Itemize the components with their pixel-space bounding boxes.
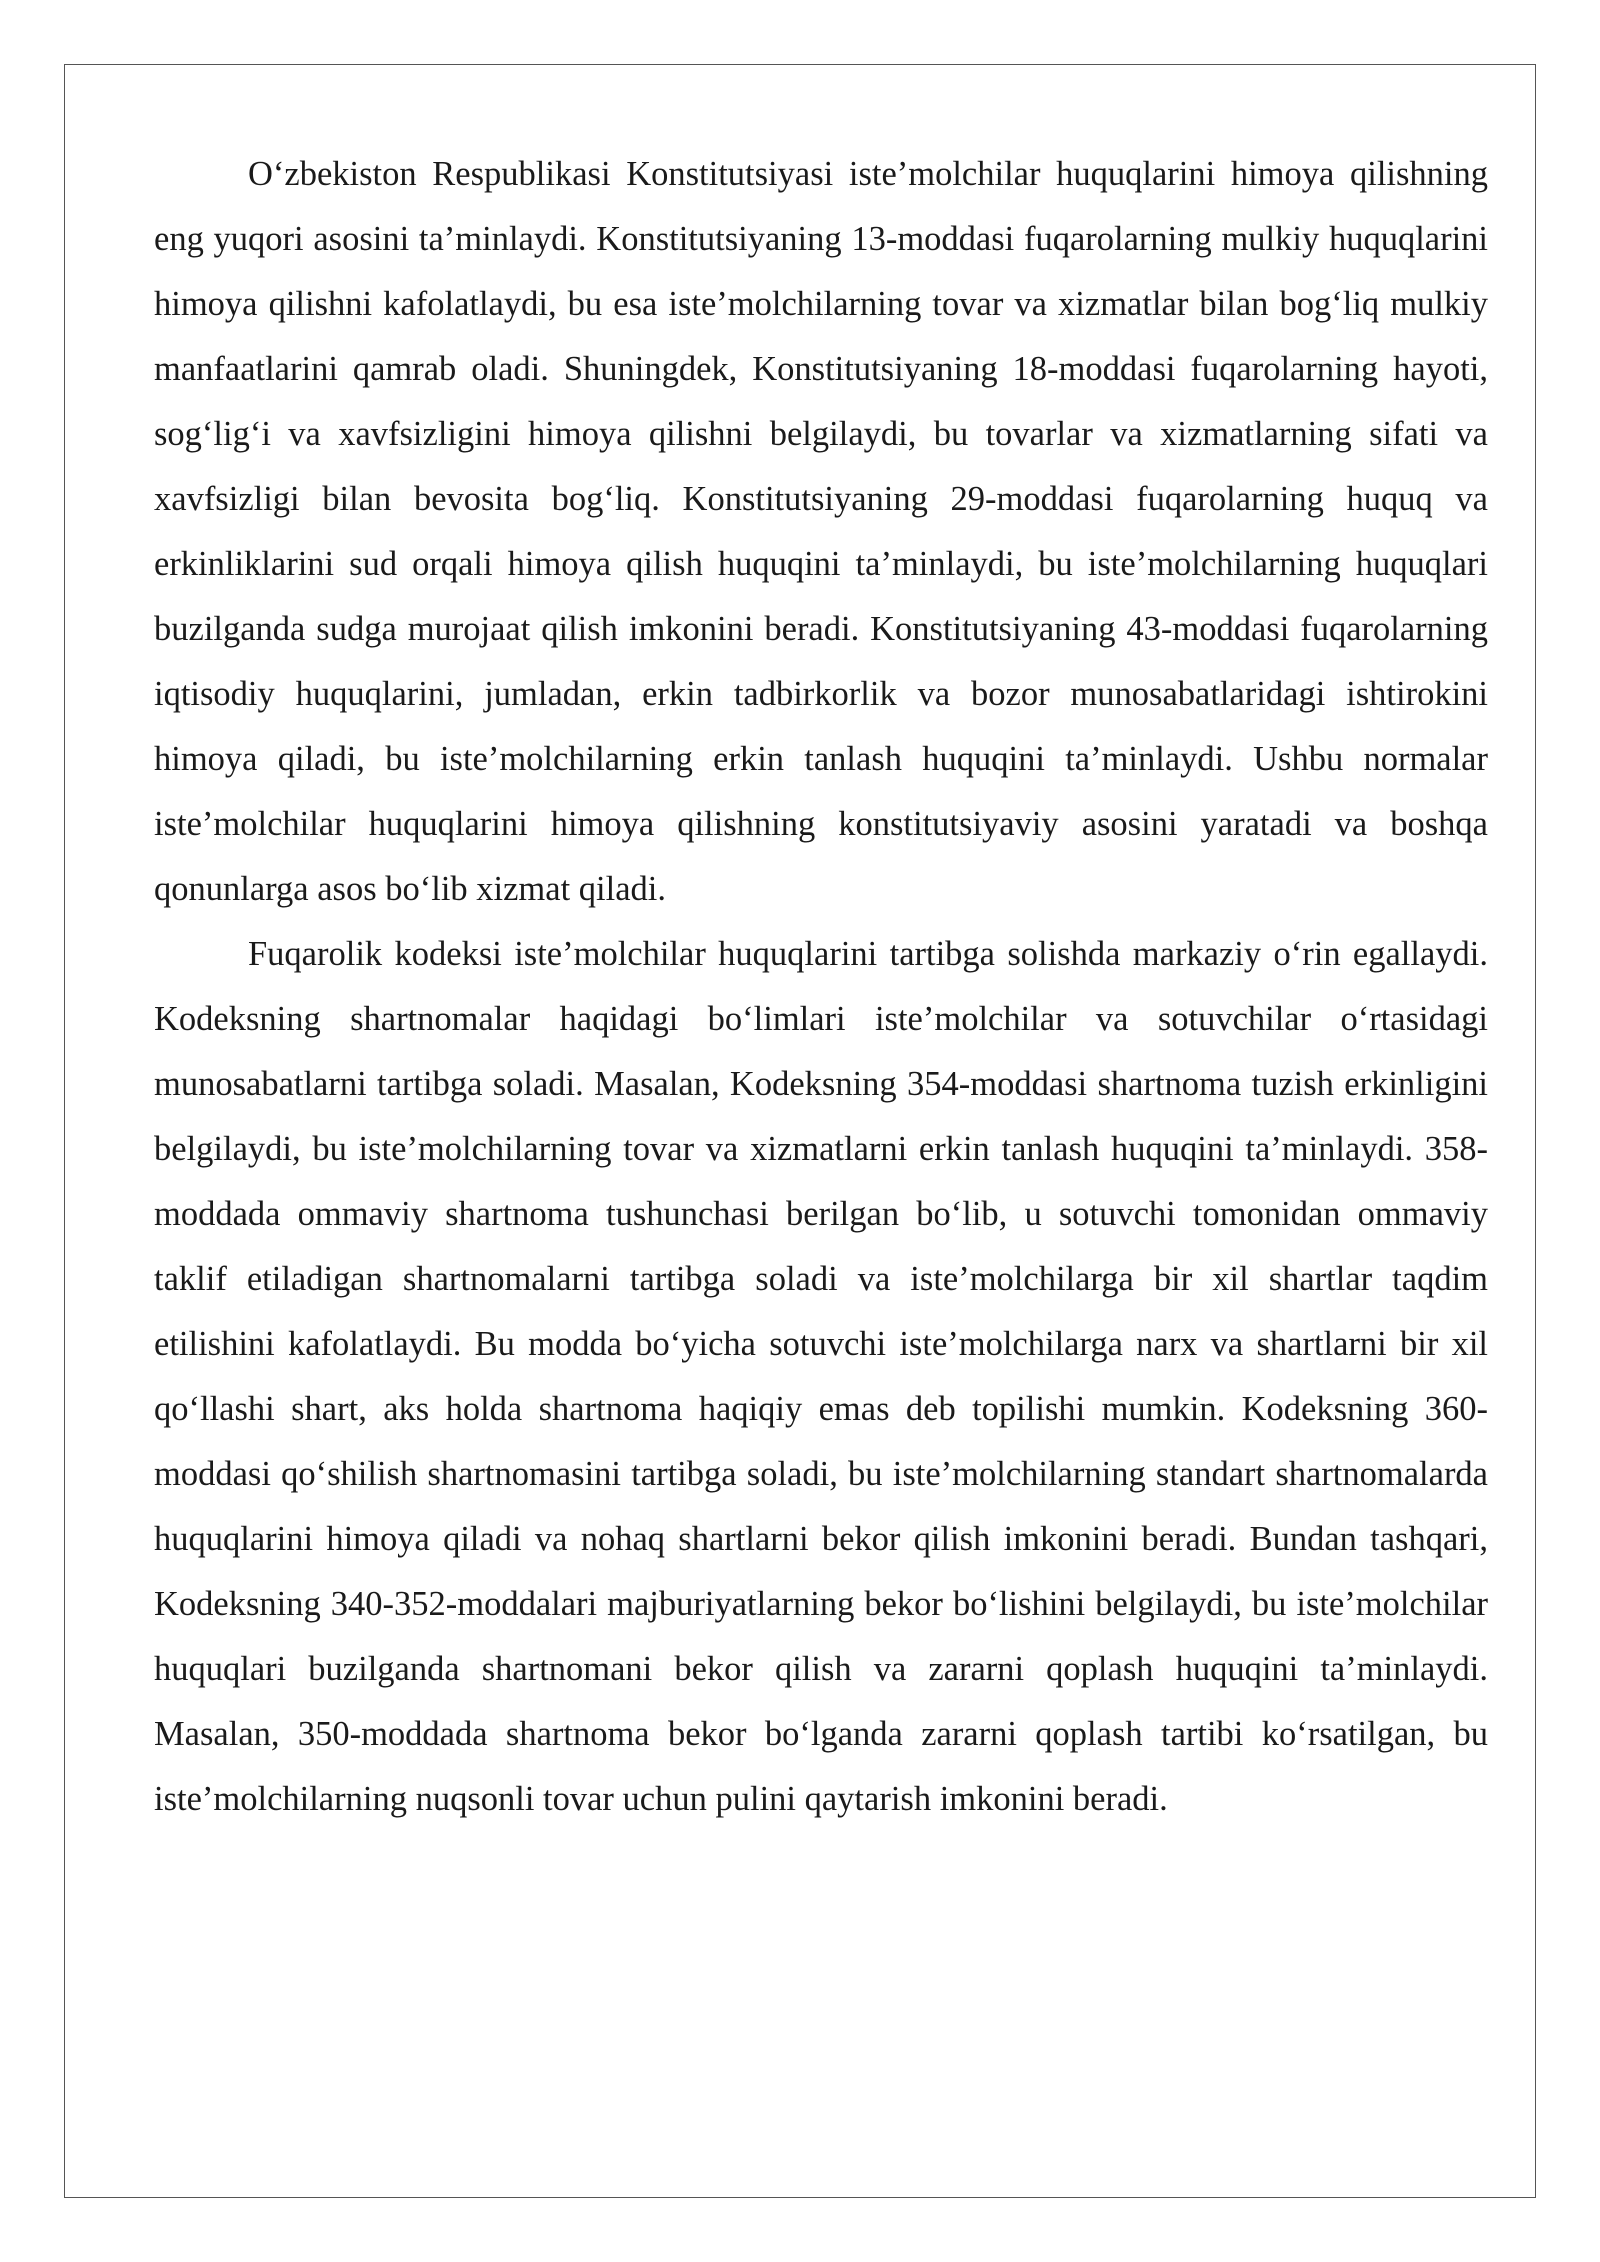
document-body <box>154 142 1488 1832</box>
paragraph-constitution: O‘zbekiston Respublikasi Konstitutsiyasi iste’molchilar huquqlarini himoya qilishning eng yuqori asosini ta’minlaydi. Konstitutsiyaning 13-moddasi fuqarolarning mulkiy huquqlarini himoya qilishni kafolatlaydi, bu esa iste’molchilarning tovar va xizmatlar bilan bog‘liq mulkiy manfaatlarini qamrab oladi. Shuningdek, Konstitutsiyaning 18-moddasi fuqarolarning hayoti, sog‘lig‘i va xavfsizligini himoya qilishni belgilaydi, bu tovarlar va xizmatlarning sifati va xavfsizligi bilan bevosita bog‘liq. Konstitutsiyaning 29-moddasi fuqarolarning huquq va erkinliklarini sud orqali himoya qilish huquqini ta’minlaydi, bu iste’molchilarning huquqlari buzilganda sudga murojaat qilish imkonini beradi. Konstitutsiyaning 43-moddasi fuqarolarning iqtisodiy huquqlarini, jumladan, erkin tadbirkorlik va bozor munosabatlaridagi ishtirokini himoya qiladi, bu iste’molchilarning erkin tanlash huquqini ta’minlaydi. Ushbu normalar iste’molchilar huquqlarini himoya qilishning konstitutsiyaviy asosini yaratadi va boshqa qonunlarga asos bo‘lib xizmat qiladi. <box>154 155 1488 908</box>
paragraph-civil-code: Fuqarolik kodeksi iste’molchilar huquqlarini tartibga solishda markaziy o‘rin egallaydi. Kodeksning shartnomalar haqidagi bo‘limlari iste’molchilar va sotuvchilar o‘rtasidagi munosabatlarni tartibga soladi. Masalan, Kodeksning 354-moddasi shartnoma tuzish erkinligini belgilaydi, bu iste’molchilarning tovar va xizmatlarni erkin tanlash huquqini ta’minlaydi. 358-moddada ommaviy shartnoma tushunchasi berilgan bo‘lib, u sotuvchi tomonidan ommaviy taklif etiladigan shartnomalarni tartibga soladi va iste’molchilarga bir xil shartlar taqdim etilishini kafolatlaydi. Bu modda bo‘yicha sotuvchi iste’molchilarga narx va shartlarni bir xil qo‘llashi shart, aks holda shartnoma haqiqiy emas deb topilishi mumkin. Kodeksning 360-moddasi qo‘shilish shartnomasini tartibga soladi, bu iste’molchilarning standart shartnomalarda huquqlarini himoya qiladi va nohaq shartlarni bekor qilish imkonini beradi. Bundan tashqari, Kodeksning 340-352-moddalari majburiyatlarning bekor bo‘lishini belgilaydi, bu iste’molchilar huquqlari buzilganda shartnomani bekor qilish va zararni qoplash huquqini ta’minlaydi. Masalan, 350-moddada shartnoma bekor bo‘lganda zararni qoplash tartibi ko‘rsatilgan, bu iste’molchilarning nuqsonli tovar uchun pulini qaytarish imkonini beradi. <box>154 935 1488 1818</box>
